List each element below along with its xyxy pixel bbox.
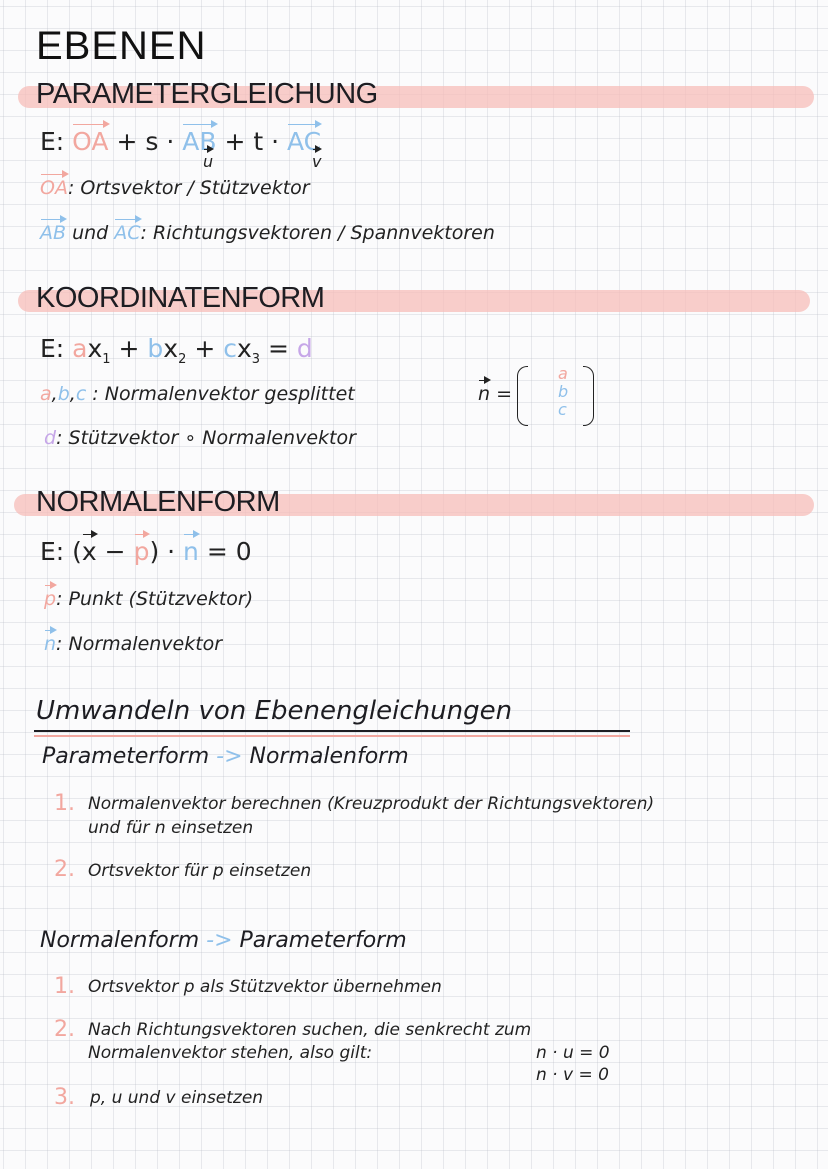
koord-line-d: [44, 427, 356, 449]
n2p-step3-line1: p, u und v einsetzen: [90, 1088, 264, 1108]
coef-b: b: [57, 383, 70, 405]
n2p-title: [40, 928, 407, 953]
param-oa-text: : Ortsvektor / Stützvektor: [67, 177, 310, 199]
p2n-title: [42, 744, 409, 769]
coef-a: a: [72, 334, 88, 363]
n2p-from: Normalenform: [40, 928, 200, 953]
vector-p: p: [44, 588, 57, 610]
p2n-step2-line1: Ortsvektor für p einsetzen: [88, 861, 312, 881]
eq-zero: = 0: [198, 537, 252, 566]
vector-comp-a: a: [558, 364, 568, 383]
equals: =: [490, 383, 513, 405]
step-number: 1.: [54, 974, 75, 999]
arrow-icon: ->: [206, 928, 233, 953]
umwandeln-heading: Umwandeln von Ebenengleichungen: [36, 696, 513, 726]
coef-d: d: [44, 427, 57, 449]
eq-label: E:: [40, 127, 65, 156]
param-und: und: [66, 222, 115, 244]
param-equation: [40, 127, 321, 156]
n2p-step2-line1: Nach Richtungsvektoren suchen, die senkrecht zum: [88, 1020, 532, 1040]
sub-2: 2: [178, 352, 187, 367]
coef-b: b: [147, 334, 164, 363]
vector-ab: AB: [182, 127, 217, 156]
coef-c: c: [223, 334, 237, 363]
vector-n: n: [478, 383, 491, 405]
normal-line-p: [44, 588, 253, 610]
eq-op: +: [110, 334, 148, 363]
koord-line-abc: a,b,c : Normalenvektor gesplittet: [40, 383, 355, 405]
heading-underline: [34, 730, 630, 732]
coef-c: c: [75, 383, 87, 405]
step-number: 2.: [54, 857, 75, 882]
eq-op: +: [186, 334, 224, 363]
vector-comp-b: b: [558, 382, 569, 401]
page-title: EBENEN: [36, 24, 207, 68]
vector-n: n: [44, 633, 57, 655]
koord-abc-text: : Normalenvektor gesplittet: [86, 383, 355, 405]
sub-3: 3: [251, 352, 261, 367]
n2p-to: Parameterform: [239, 928, 407, 953]
coef-d: d: [296, 334, 313, 363]
vector-n: n: [183, 537, 199, 566]
vector-ac: AC: [114, 222, 141, 244]
step-number: 1.: [54, 791, 75, 816]
param-line-ab-ac: [40, 222, 495, 244]
vector-p: p: [133, 537, 150, 566]
eq-op: + t ·: [224, 127, 280, 156]
n2p-step2-line2: Normalenvektor stehen, also gilt:: [88, 1043, 373, 1063]
koord-d-text: : Stützvektor ∘ Normalenvektor: [56, 427, 356, 449]
normal-n-text: : Normalenvektor: [56, 633, 223, 655]
vector-x: x: [81, 537, 97, 566]
vector-bracket-right: [583, 366, 594, 426]
normal-line-n: [44, 633, 222, 655]
var-x2: x: [163, 334, 179, 363]
n2p-step1-line1: Ortsvektor p als Stützvektor übernehmen: [88, 977, 442, 997]
normal-p-text: : Punkt (Stützvektor): [56, 588, 254, 610]
label-v: v: [312, 152, 322, 171]
vector-ab: AB: [40, 222, 67, 244]
vector-bracket-left: [517, 366, 528, 426]
vector-ac: AC: [287, 127, 322, 156]
eq-open: E: (: [40, 537, 82, 566]
n2p-condition-u: n · u = 0: [536, 1043, 610, 1063]
koord-equation: [40, 334, 313, 367]
p2n-to: Normalenform: [249, 744, 409, 769]
vector-oa: OA: [40, 177, 68, 199]
var-x3: x: [236, 334, 252, 363]
p2n-step1-line1: Normalenvektor berechnen (Kreuzprodukt der Richtungsvektoren): [88, 794, 655, 814]
eq-op: + s ·: [116, 127, 175, 156]
vector-oa: OA: [72, 127, 109, 156]
eq-label: E:: [40, 334, 65, 363]
arrow-icon: ->: [216, 744, 243, 769]
p2n-step1-line2: und für n einsetzen: [88, 818, 254, 838]
normal-heading: NORMALENFORM: [36, 486, 280, 518]
step-number: 2.: [54, 1017, 75, 1042]
sub-1: 1: [102, 352, 111, 367]
heading-underline-accent: [34, 735, 630, 737]
param-ab-text: : Richtungsvektoren / Spannvektoren: [140, 222, 495, 244]
param-line-oa: [40, 177, 310, 199]
vector-comp-c: c: [558, 400, 567, 419]
p2n-from: Parameterform: [42, 744, 210, 769]
normal-vector-label: [478, 383, 512, 405]
koord-heading: KOORDINATENFORM: [36, 282, 325, 314]
eq-op: −: [96, 537, 134, 566]
label-u: u: [203, 152, 214, 171]
var-x1: x: [87, 334, 103, 363]
n2p-condition-v: n · v = 0: [536, 1065, 609, 1085]
eq-close: ) ·: [149, 537, 184, 566]
normal-equation: [40, 537, 252, 566]
coef-a: a: [40, 383, 52, 405]
eq-op: =: [260, 334, 297, 363]
step-number: 3.: [54, 1085, 75, 1110]
param-heading: PARAMETERGLEICHUNG: [36, 78, 378, 110]
